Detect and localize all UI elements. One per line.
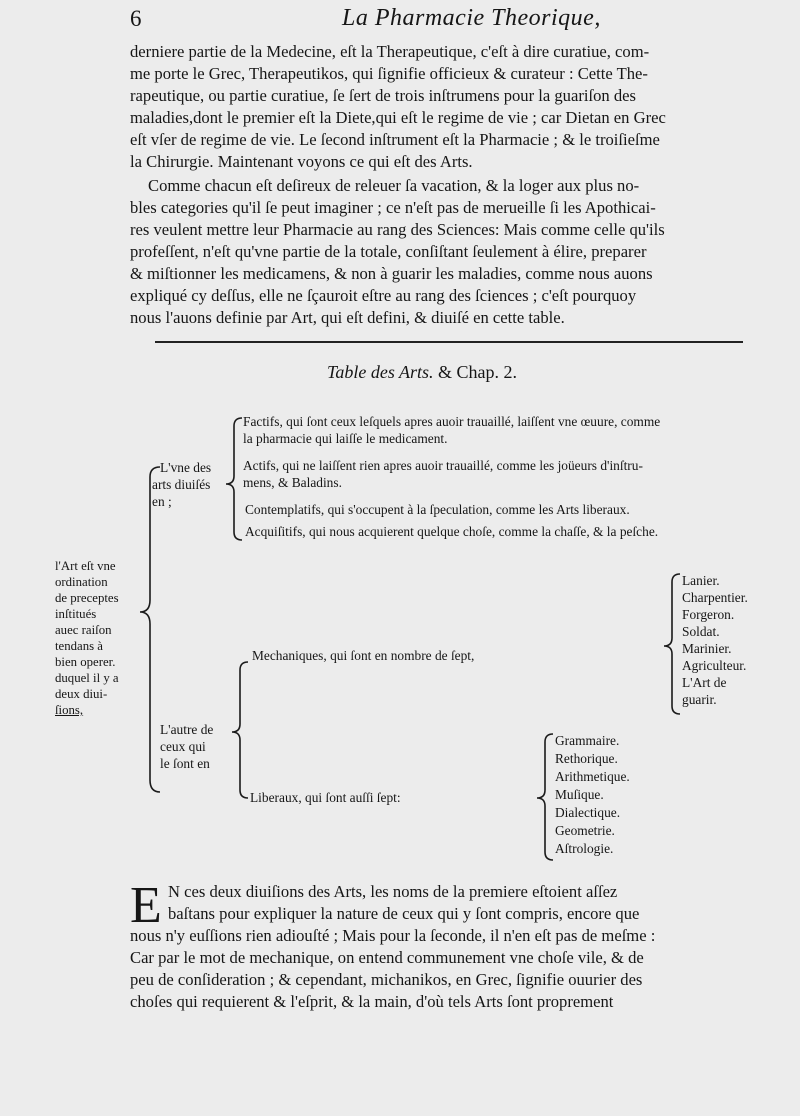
text-line: derniere partie de la Medecine, eſt la Therapeutique, c'eſt à dire curatiue, com-: [130, 42, 650, 61]
active-arts: Actifs, qui ne laiſſent rien apres auoir trauaillé, comme les joüeurs d'inſtru-: [243, 458, 643, 473]
mechanical-label: Mechaniques, qui ſont en nombre de ſept,: [252, 648, 475, 663]
text-line: eſt vſer de regime de vie. Le ſecond inſtrument eſt la Pharmacie ; & le troiſieſme: [130, 130, 660, 149]
table-root-line: inſtitués: [55, 607, 97, 621]
table-root-line: deux diui-: [55, 687, 108, 701]
text-line: choſes qui requierent & l'eſprit, & la main, d'où tels Arts ſont proprement: [130, 992, 614, 1011]
text-line: expliqué cy deſſus, elle ne ſçauroit eſtre au rang des ſciences ; c'eſt pourquoy: [130, 286, 637, 305]
mechanical-art: Agriculteur.: [682, 658, 747, 673]
active-arts-cont: mens, & Baladins.: [243, 475, 342, 490]
table-root-line: tendans à: [55, 639, 103, 653]
table-root-line: duquel il y a: [55, 671, 119, 685]
liberal-art: Grammaire.: [555, 733, 620, 748]
text-line: res veulent mettre leur Pharmacie au rang des Sciences: Mais comme celle qu'ils: [130, 220, 665, 239]
table-root-line: l'Art eſt vne: [55, 559, 116, 573]
text-line: Car par le mot de mechanique, on entend communement vne choſe vile, & de: [130, 948, 644, 967]
liberal-art: Arithmetique.: [555, 769, 630, 784]
table-root-line: auec raiſon: [55, 623, 112, 637]
text-line: N ces deux diuiſions des Arts, les noms de la premiere eſtoient aſſez: [168, 882, 618, 901]
text-line: peu de conſideration ; & cependant, michanikos, en Grec, ſignifie ouurier des: [130, 970, 643, 989]
table-title-chapter: & Chap. 2.: [438, 362, 518, 382]
acquisitive-arts: Acquiſitifs, qui nous acquierent quelque choſe, comme la chaſſe, & la peſche.: [245, 524, 659, 539]
table-root-line: ſions,: [55, 703, 84, 717]
text-line: bles categories qu'il ſe peut imaginer ; ce n'eſt pas de merueille ſi les Apothicai-: [130, 198, 656, 217]
table-root-line: bien operer.: [55, 655, 116, 669]
second-division-label: le ſont en: [160, 756, 210, 771]
text-line: baſtans pour expliquer la nature de ceux qui y ſont compris, encore que: [168, 904, 640, 923]
mechanical-brace: [664, 574, 680, 714]
drop-cap: E: [130, 877, 162, 934]
table-title-italic: Table des Arts.: [327, 362, 434, 382]
liberal-art: Muſique.: [555, 787, 604, 802]
first-division-brace: [226, 418, 242, 540]
text-line: profeſſent, n'eſt qu'vne partie de la totale, conſiſtant ſeulement à élire, preparer: [130, 242, 647, 261]
text-line: maladies,dont le premier eſt la Diete,qui eſt le regime de vie ; car Dietan en Grec: [130, 108, 666, 127]
text-line: Comme chacun eſt deſireux de releuer ſa vacation, & la loger aux plus no-: [148, 176, 640, 195]
root-brace: [140, 467, 160, 792]
text-line: la Chirurgie. Maintenant voyons ce qui eſt des Arts.: [130, 152, 473, 171]
liberal-art: Dialectique.: [555, 805, 621, 820]
contemplative-arts: Contemplatifs, qui s'occupent à la ſpeculation, comme les Arts liberaux.: [245, 502, 630, 517]
liberal-art: Aſtrologie.: [555, 841, 614, 856]
text-line: rapeutique, ou partie curatiue, ſe ſert de trois inſtrumens pour la guariſon des: [130, 86, 636, 105]
page-number: 6: [130, 6, 142, 31]
factive-arts: Factifs, qui ſont ceux leſquels apres auoir trauaillé, laiſſent vne œuure, comme: [243, 414, 661, 429]
mechanical-art: L'Art de: [682, 675, 727, 690]
text-line: nous l'auons definie par Art, qui eſt defini, & diuiſé en cette table.: [130, 308, 565, 327]
liberal-art: Rethorique.: [555, 751, 618, 766]
mechanical-art: Lanier.: [682, 573, 720, 588]
second-division-brace: [232, 662, 248, 798]
mechanical-art: guarir.: [682, 692, 717, 707]
first-division-label: L'vne des: [160, 460, 212, 475]
text-line: & miſtionner les medicamens, & non à guarir les maladies, comme nous auons: [130, 264, 653, 283]
liberal-label: Liberaux, qui ſont auſſi ſept:: [250, 790, 401, 805]
mechanical-art: Marinier.: [682, 641, 732, 656]
second-division-label: ceux qui: [160, 739, 206, 754]
table-root-line: de preceptes: [55, 591, 119, 605]
liberal-brace: [537, 734, 553, 860]
second-division-label: L'autre de: [160, 722, 214, 737]
text-line: me porte le Grec, Therapeutikos, qui ſignifie officieux & curateur : Cette The-: [130, 64, 648, 83]
liberal-art: Geometrie.: [555, 823, 615, 838]
table-root-line: ordination: [55, 575, 108, 589]
first-division-label: en ;: [152, 494, 172, 509]
mechanical-art: Forgeron.: [682, 607, 735, 622]
first-division-label: arts diuiſés: [152, 477, 211, 492]
mechanical-art: Charpentier.: [682, 590, 748, 605]
text-line: nous n'y euſſions rien adiouſté ; Mais pour la ſeconde, il n'en eſt pas de meſme :: [130, 926, 656, 945]
running-title: La Pharmacie Theorique,: [342, 5, 601, 31]
mechanical-art: Soldat.: [682, 624, 720, 639]
factive-arts-cont: la pharmacie qui laiſſe le medicament.: [243, 431, 448, 446]
